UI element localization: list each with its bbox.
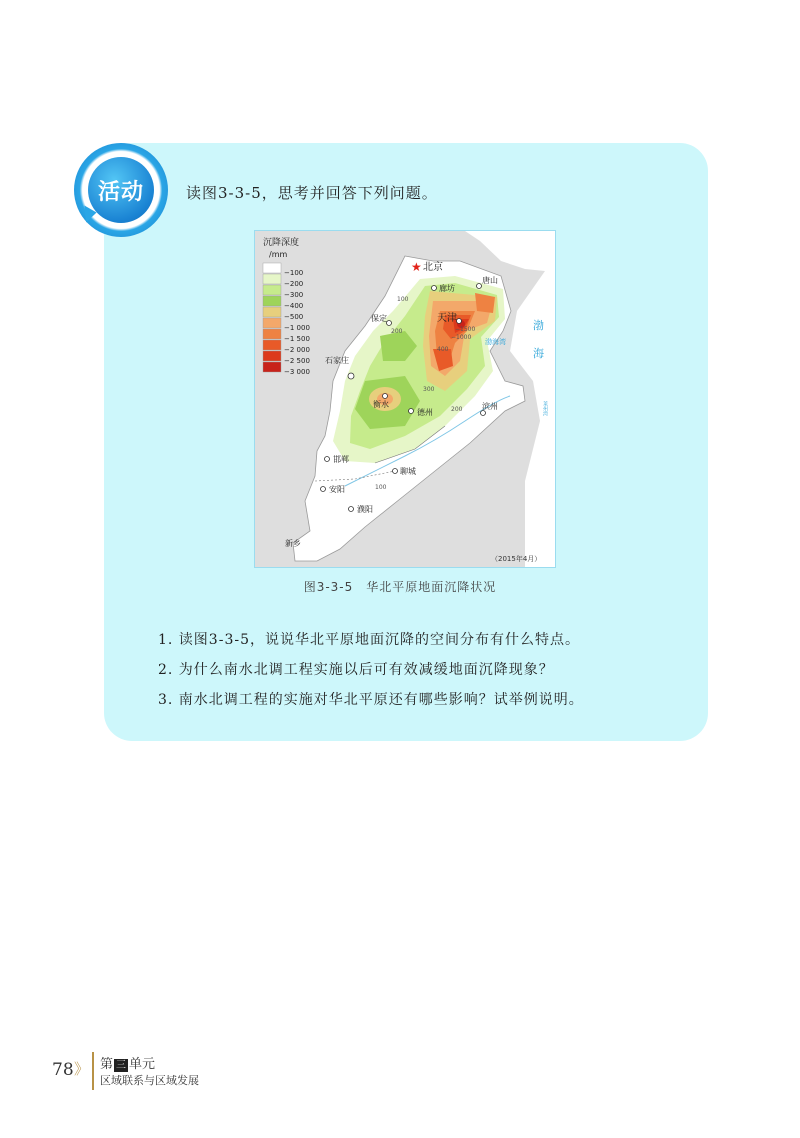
contour-label: 400 — [437, 346, 449, 353]
city-dot — [481, 411, 486, 416]
activity-instruction: 读图3-3-5，思考并回答下列问题。 — [186, 184, 438, 202]
legend-label: −200 — [284, 280, 304, 288]
legend-title: 沉降深度 — [263, 238, 300, 248]
city-dot — [387, 321, 392, 326]
city-tangshan: 唐山 — [482, 276, 498, 285]
footer-unit — [100, 1053, 155, 1072]
city-dot — [383, 394, 388, 399]
contour-label: 100 — [397, 296, 409, 303]
legend-label: −3 000 — [284, 368, 310, 376]
city-dot — [321, 487, 326, 492]
legend-swatch — [263, 296, 281, 306]
contour-label: −1000 — [451, 334, 472, 341]
unit-suffix: 单元 — [129, 1057, 156, 1072]
legend-swatch — [263, 351, 281, 361]
figure-caption: 图3-3-5 华北平原地面沉降状况 — [303, 580, 497, 594]
city-tianjin: 天津 — [437, 313, 457, 324]
map-svg — [255, 231, 555, 567]
page-number: 78 — [52, 1060, 74, 1080]
map-date-note: （2015年4月） — [491, 555, 542, 563]
contour-label: 100 — [375, 484, 387, 491]
legend-label: −2 500 — [284, 357, 310, 365]
contour-label: −1500 — [455, 326, 476, 333]
city-hengshui: 衡水 — [373, 400, 389, 409]
legend-swatch — [263, 263, 281, 273]
city-langfang: 廊坊 — [439, 284, 455, 293]
city-liaocheng: 聊城 — [400, 467, 416, 476]
legend-swatch — [263, 318, 281, 328]
legend-swatch — [263, 307, 281, 317]
city-xinxiang: 新乡 — [285, 539, 301, 548]
city-dezhou: 德州 — [417, 408, 433, 417]
city-handan: 邯郸 — [333, 455, 349, 464]
city-dot — [477, 284, 482, 289]
city-dot — [432, 286, 437, 291]
legend-swatch — [263, 285, 281, 295]
city-dot — [457, 319, 462, 324]
contour-label: 200 — [391, 328, 403, 335]
city-dot — [393, 469, 398, 474]
city-dot — [409, 409, 414, 414]
sea-label-bohai-bay: 渤海湾 — [485, 338, 506, 346]
legend-swatch — [263, 329, 281, 339]
sea-label-hai: 海 — [533, 347, 544, 360]
legend-swatch — [263, 362, 281, 372]
legend-label: −100 — [284, 269, 304, 277]
question-3: 3. 南水北调工程的实施对华北平原还有哪些影响？试举例说明。 — [158, 692, 584, 708]
sea-label-bo: 渤 — [533, 319, 544, 332]
contour-label: 300 — [423, 386, 435, 393]
city-binzhou: 滨州 — [482, 402, 498, 411]
legend-swatch — [263, 274, 281, 284]
question-1: 1. 读图3-3-5，说说华北平原地面沉降的空间分布有什么特点。 — [158, 632, 580, 648]
city-shijiazhuang: 石家庄 — [325, 356, 349, 365]
contour-label: 200 — [451, 406, 463, 413]
unit-prefix: 第 — [100, 1057, 114, 1072]
subsidence-map — [254, 230, 556, 568]
footer-divider — [92, 1052, 94, 1090]
unit-number: 三 — [116, 1060, 127, 1071]
question-2: 2. 为什么南水北调工程实施以后可有效减缓地面沉降现象？ — [158, 662, 554, 678]
legend-label: −1 000 — [284, 324, 310, 332]
legend-label: −1 500 — [284, 335, 310, 343]
legend-label: −2 000 — [284, 346, 310, 354]
city-dot — [349, 507, 354, 512]
legend-label: −300 — [284, 291, 304, 299]
city-baoding: 保定 — [371, 314, 387, 323]
capital-star-icon: ★ — [411, 260, 422, 274]
sea-label-laizhou-bay: 莱州湾 — [542, 401, 548, 416]
page-arrows-icon: 》 — [74, 1060, 90, 1078]
legend-label: −400 — [284, 302, 304, 310]
city-anyang: 安阳 — [329, 485, 345, 494]
city-puyang: 濮阳 — [357, 505, 373, 514]
city-dot — [348, 373, 354, 379]
city-dot — [325, 457, 330, 462]
legend-label: −500 — [284, 313, 304, 321]
legend-swatch — [263, 340, 281, 350]
legend-unit: /mm — [269, 250, 288, 259]
city-beijing: 北京 — [423, 262, 443, 273]
activity-badge: 活动 — [88, 157, 154, 223]
footer-unit-title: 区域联系与区域发展 — [100, 1074, 199, 1087]
